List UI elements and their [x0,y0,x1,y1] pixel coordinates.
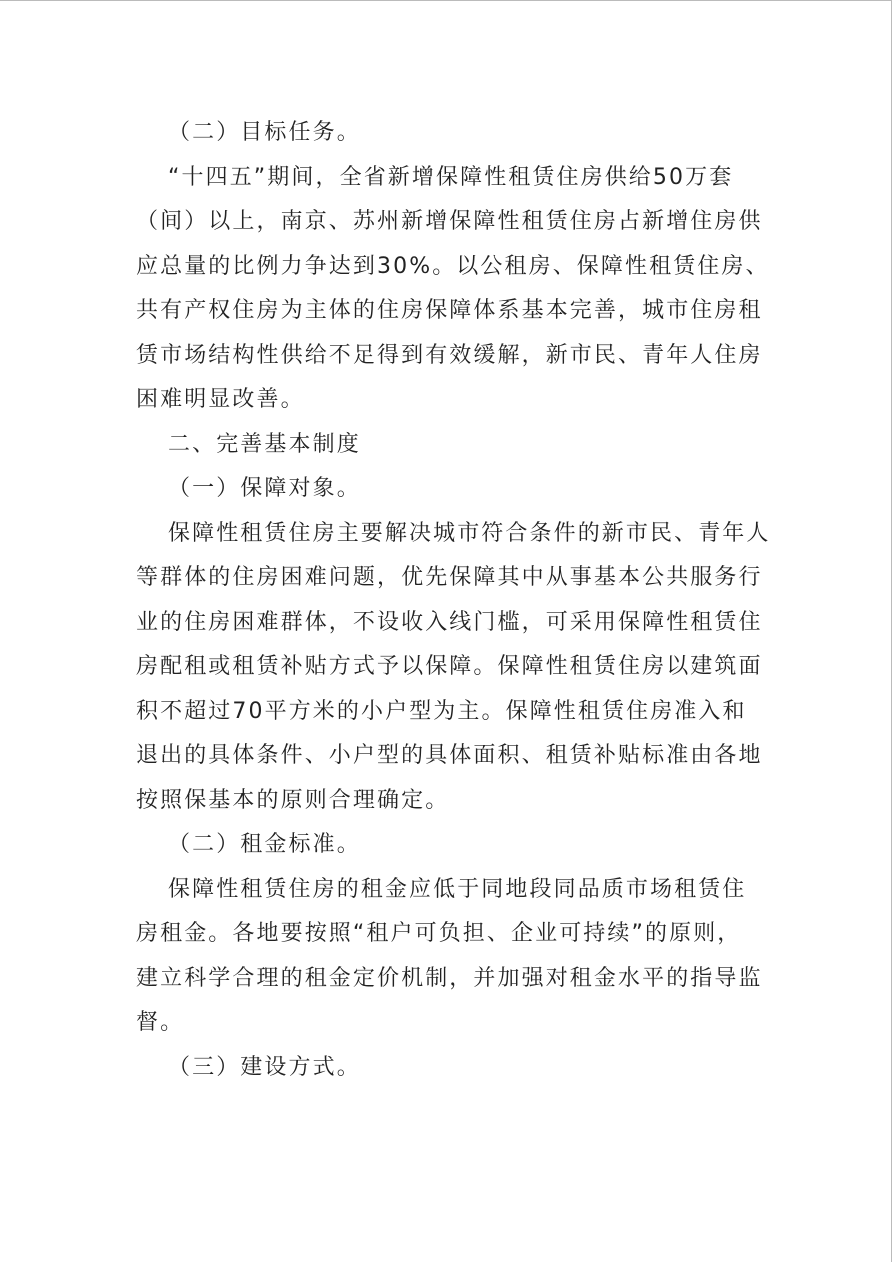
paragraph-line: 房租金。各地要按照“租户可负担、企业可持续”的原则， [136,921,742,946]
paragraph-line: 业的住房困难群体，不设收入线门槛，可采用保障性租赁住 [136,609,763,635]
paragraph-line: 督。 [136,1010,185,1035]
paragraph-line: 按照保基本的原则合理确定。 [136,787,450,813]
section-heading-construction: （三）建设方式。 [168,1054,361,1080]
chapter-heading-basic-system: 二、完善基本制度 [168,431,361,457]
paragraph-line: 建立科学合理的租金定价机制，并加强对租金水平的指导监 [136,965,763,991]
paragraph-line: 积不超过70平方米的小户型为主。保障性租赁住房准入和 [136,698,747,724]
paragraph-line: （间）以上，南京、苏州新增保障性租赁住房占新增住房供 [136,209,763,234]
document-body [136,111,771,1090]
section-heading-coverage: （一）保障对象。 [168,476,361,501]
section-heading-rent-standard: （二）租金标准。 [168,832,361,857]
paragraph-line: 退出的具体条件、小户型的具体面积、租赁补贴标准由各地 [136,743,763,768]
paragraph-line: 赁市场结构性供给不足得到有效缓解，新市民、青年人住房 [136,342,763,368]
paragraph-line: 困难明显改善。 [136,387,305,412]
paragraph-line: 共有产权住房为主体的住房保障体系基本完善，城市住房租 [136,298,763,323]
paragraph-line: 保障性租赁住房主要解决城市符合条件的新市民、青年人 [168,520,771,546]
paragraph-line: 房配租或租赁补贴方式予以保障。保障性租赁住房以建筑面 [136,654,763,679]
paragraph-line: 等群体的住房困难问题，优先保障其中从事基本公共服务行 [136,565,763,590]
paragraph-line: 应总量的比例力争达到30%。以公租房、保障性租赁住房、 [136,253,770,279]
section-heading-targets: （二）目标任务。 [168,120,361,145]
paragraph-line: 保障性租赁住房的租金应低于同地段同品质市场租赁住 [168,876,747,902]
paragraph-line: “十四五”期间，全省新增保障性租赁住房供给50万套 [168,164,734,190]
